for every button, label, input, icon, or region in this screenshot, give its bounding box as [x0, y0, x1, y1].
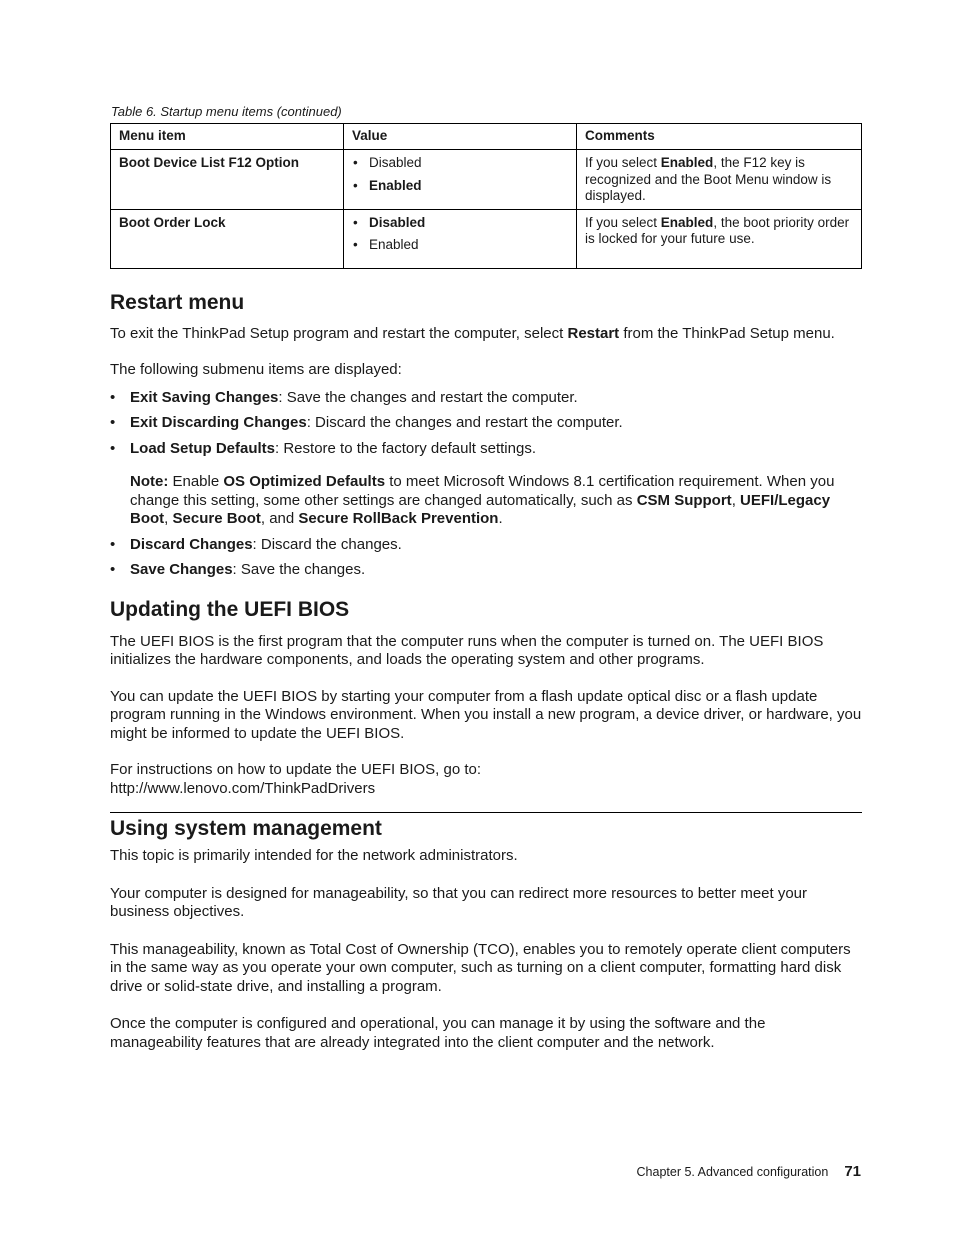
list-item: • Discard Changes: Discard the changes.: [110, 535, 402, 553]
list-item: • Load Setup Defaults: Restore to the factory default settings.: [110, 439, 536, 457]
header-comments: Comments: [577, 124, 862, 150]
uefi-paragraph-2: You can update the UEFI BIOS by starting your computer from a flash update optical disc or a flash update program running in the Windows environment. When you install a new program, a device driver, or hardware, you might be informed to update the UEFI BIOS.: [110, 687, 862, 742]
startup-menu-table: [110, 123, 862, 269]
list-item: • Exit Saving Changes: Save the changes and restart the computer.: [110, 388, 578, 406]
restart-menu-heading: Restart menu: [110, 290, 245, 314]
restart-submenu-list: [110, 389, 862, 459]
sysmgmt-paragraph-1: This topic is primarily intended for the network administrators.: [110, 847, 518, 864]
restart-submenu-list-2: [110, 536, 862, 580]
uefi-paragraph-3: For instructions on how to update the UEFI BIOS, go to: http://www.lenovo.com/ThinkPadDrivers: [110, 761, 482, 797]
page-footer: [637, 1163, 861, 1180]
restart-intro: To exit the ThinkPad Setup program and restart the computer, select Restart from the ThinkPad Setup menu.: [110, 324, 835, 342]
table-row: [111, 209, 862, 268]
system-management-heading: Using system management: [110, 817, 382, 840]
sysmgmt-paragraph-4: Once the computer is configured and operational, you can manage it by using the software and the manageability features that are already integrated into the client computer and the network.: [110, 1015, 766, 1051]
table-row: [111, 150, 862, 210]
drivers-link[interactable]: http://www.lenovo.com/ThinkPadDrivers: [110, 779, 376, 797]
sysmgmt-paragraph-2: Your computer is designed for manageability, so that you can redirect more resources to better meet your business objectives.: [110, 884, 808, 920]
value-cell: [344, 150, 577, 210]
value-option-default: • Disabled: [353, 214, 426, 230]
menu-item-cell: Boot Device List F12 Option: [111, 150, 344, 210]
page-number: 71: [844, 1163, 861, 1180]
uefi-paragraph-1: The UEFI BIOS is the first program that the computer runs when the computer is turned on. The UEFI BIOS initializes the hardware components, and loads the operating system and other programs.: [110, 632, 824, 668]
section-divider: [110, 812, 862, 813]
header-value: Value: [344, 124, 577, 150]
page-content: [110, 104, 862, 1052]
header-menu-item: Menu item: [111, 124, 344, 150]
list-item: • Exit Discarding Changes: Discard the changes and restart the computer.: [110, 414, 623, 431]
value-option-default: • Enabled: [353, 177, 422, 193]
value-option: • Disabled: [353, 155, 422, 170]
menu-item-cell: Boot Order Lock: [111, 209, 344, 268]
submenu-intro: The following submenu items are displayed:: [110, 361, 402, 378]
sysmgmt-paragraph-3: This manageability, known as Total Cost of Ownership (TCO), enables you to remotely operate client computers in the same way as you operate your own computer, such as turning on a client computer, formatting hard disk drive or solid-state drive, and installing a program.: [110, 940, 851, 995]
table-caption: Table 6. Startup menu items (continued): [111, 104, 342, 119]
comment-cell: If you select Enabled, the boot priority order is locked for your future use.: [577, 209, 862, 268]
value-option: • Enabled: [353, 237, 419, 252]
chapter-label: Chapter 5. Advanced configuration: [636, 1165, 829, 1179]
comment-cell: If you select Enabled, the F12 key is recognized and the Boot Menu window is displayed.: [577, 150, 862, 210]
value-cell: [344, 209, 577, 268]
table-header-row: [111, 124, 862, 150]
os-defaults-note: Note: Enable OS Optimized Defaults to meet Microsoft Windows 8.1 certification requirement. When you change this setting, some other settings are changed automatically, such as CSM Support, UEFI/Legacy Boot, Secure Boot, and Secure RollBack Prevention.: [130, 473, 835, 527]
uefi-heading: Updating the UEFI BIOS: [110, 597, 350, 621]
list-item: • Save Changes: Save the changes.: [110, 561, 366, 578]
